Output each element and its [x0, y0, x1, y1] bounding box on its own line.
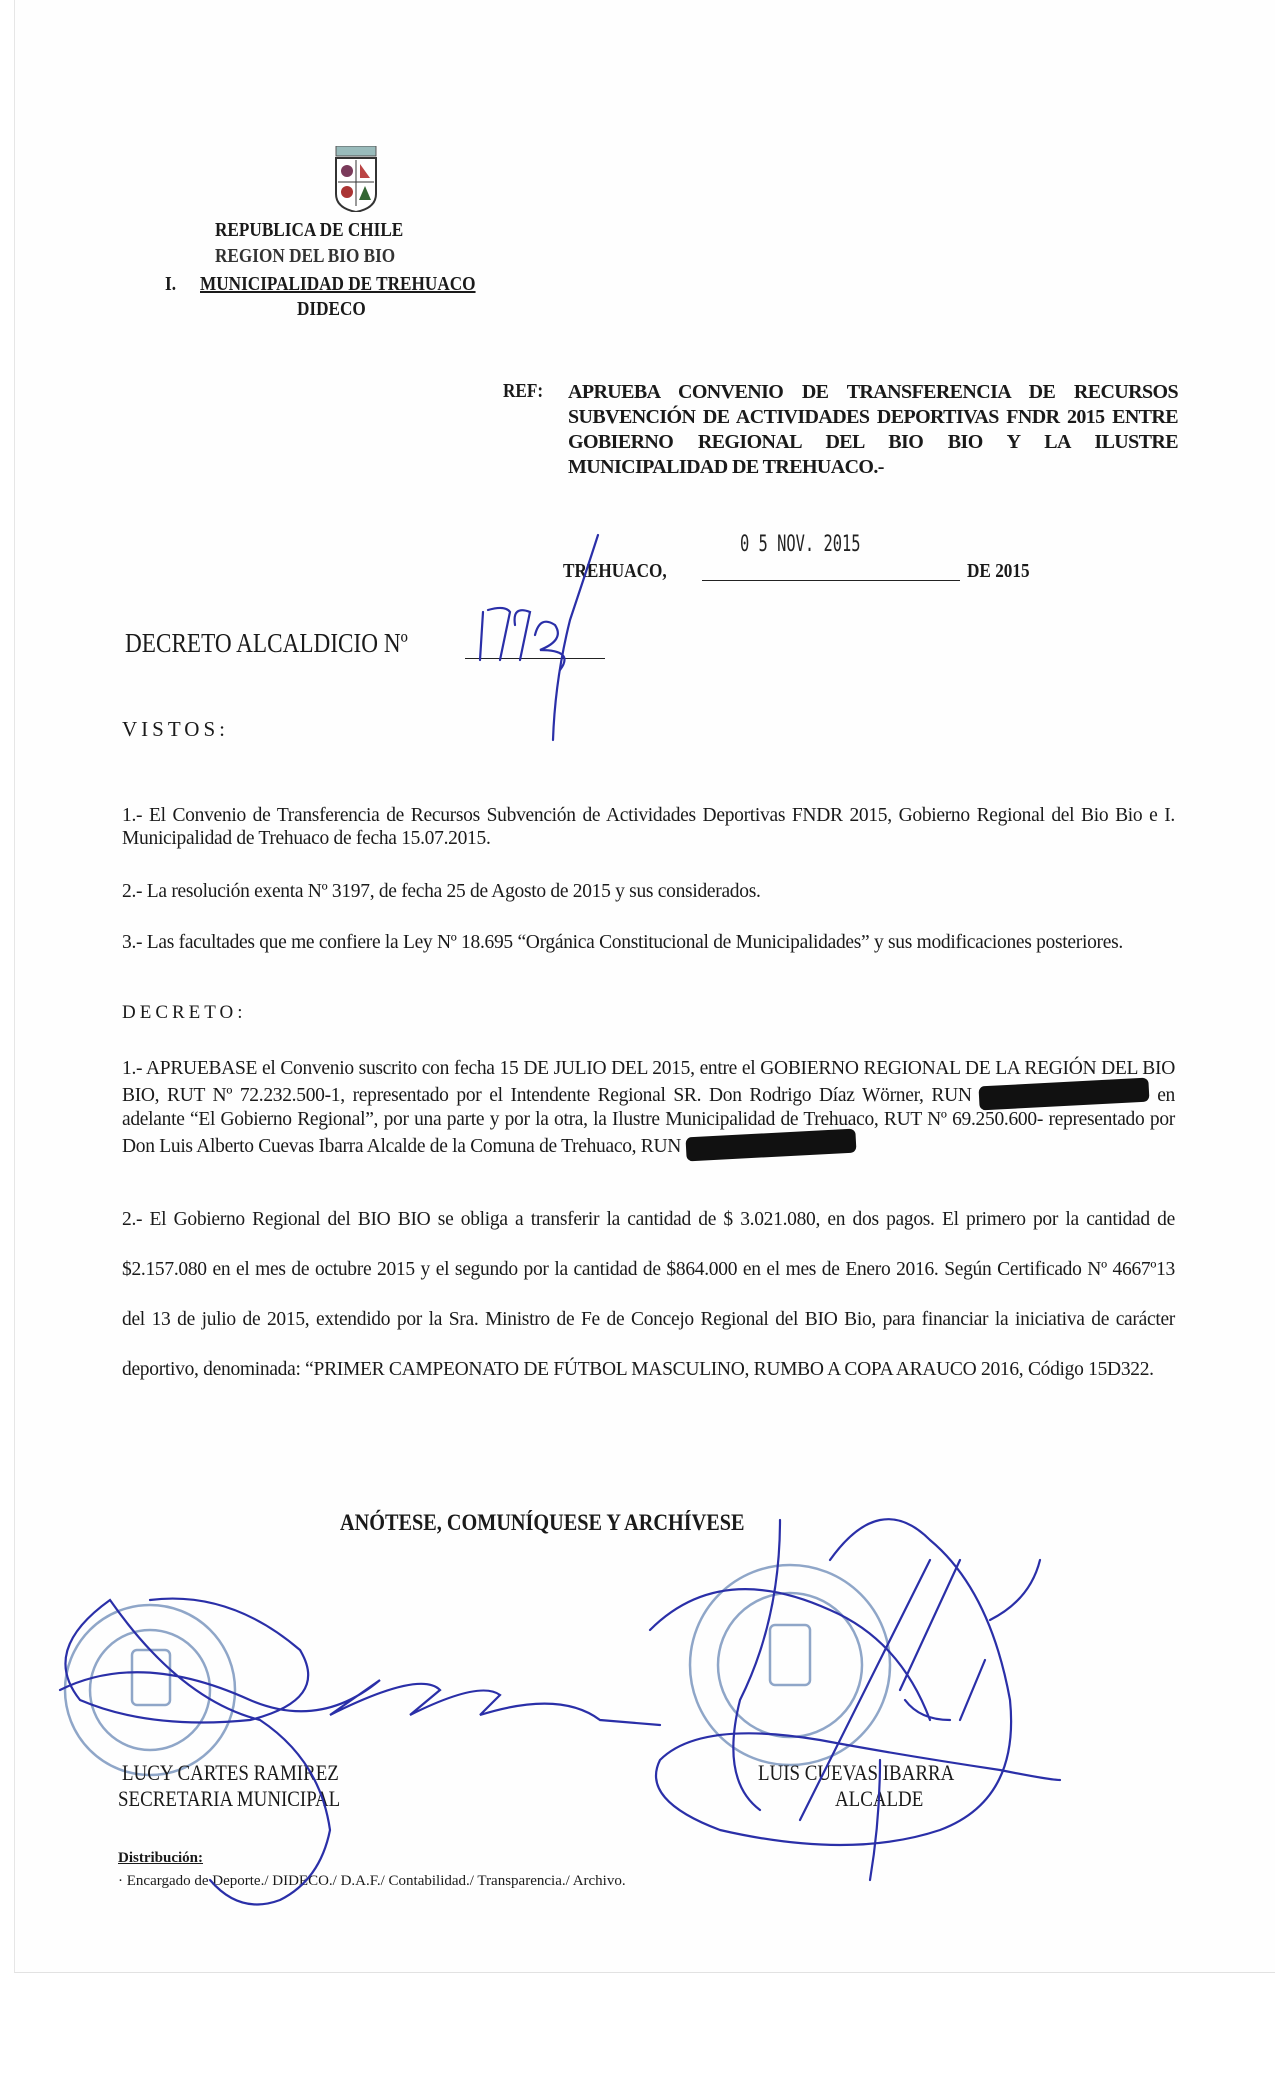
- decree-label: DECRETO ALCALDICIO Nº: [125, 628, 408, 658]
- date-stamp: 0 5 NOV. 2015: [740, 532, 861, 557]
- signer-1-title: SECRETARIA MUNICIPAL: [118, 1786, 341, 1811]
- date-place: TREHUACO,: [563, 560, 667, 582]
- closing-formula: ANÓTESE, COMUNÍQUESE Y ARCHÍVESE: [340, 1510, 745, 1535]
- decreto-heading: DECRETO:: [122, 1002, 247, 1023]
- ref-text: APRUEBA CONVENIO DE TRANSFERENCIA DE RECURSOS SUBVENCIÓN DE ACTIVIDADES DEPORTIVAS FNDR 2015 ENTRE GOBIERNO REGIONAL DEL BIO BIO Y LA ILUSTRE MUNICIPALIDAD DE TREHUACO.-: [568, 381, 1178, 478]
- header-region: REGION DEL BIO BIO: [215, 245, 396, 267]
- header-prefix: I.: [165, 273, 177, 295]
- signer-1-name: LUCY CARTES RAMIREZ: [122, 1760, 339, 1785]
- header-republica: REPUBLICA DE CHILE: [215, 219, 404, 241]
- header-dideco: DIDECO: [297, 298, 366, 320]
- distribution-list: · Encargado de Deporte./ DIDECO./ D.A.F./ Contabilidad./ Transparencia./ Archivo.: [118, 1873, 626, 1889]
- vistos-heading: VISTOS:: [122, 717, 229, 741]
- vistos-item-3: 3.- Las facultades que me confiere la Ley Nº 18.695 “Orgánica Constitucional de Municipalidades” y sus modificaciones posteriores.: [122, 932, 1123, 953]
- signer-2-name: LUIS CUEVAS IBARRA: [758, 1760, 955, 1785]
- signer-2-title: ALCALDE: [835, 1786, 924, 1811]
- decree-number-line: [465, 658, 605, 659]
- redaction-block: [979, 1077, 1150, 1110]
- vistos-item-1: 1.- El Convenio de Transferencia de Recursos Subvención de Actividades Deportivas FNDR 2015, Gobierno Regional del Bio Bio e I. Municipalidad de Trehuaco de fecha 15.07.2015.: [122, 805, 1175, 849]
- vistos-item-2: 2.- La resolución exenta Nº 3197, de fecha 25 de Agosto de 2015 y sus considerados.: [122, 881, 761, 902]
- coat-of-arms-icon: [330, 146, 382, 212]
- date-suffix: DE 2015: [967, 560, 1030, 582]
- date-line: [702, 580, 960, 581]
- ref-label: REF:: [503, 380, 544, 402]
- header-municipalidad: MUNICIPALIDAD DE TREHUACO: [200, 273, 476, 295]
- distribution-heading: Distribución:: [118, 1850, 204, 1866]
- redaction-block: [685, 1128, 856, 1161]
- decreto-item-1: 1.- APRUEBASE el Convenio suscrito con fecha 15 DE JULIO DEL 2015, entre el GOBIERNO REGIONAL DE LA REGIÓN DEL BIO BIO, RUT Nº 72.232.500-1, representado por el Intendente Regional SR. Don Rodrigo Díaz Wörner, RUN en adelante “El Gobierno Regional”, por una parte y por la otra, la Ilustre Municipalidad de Trehuaco, RUT Nº 69.250.600- representado por Don Luis Alberto Cuevas Ibarra Alcalde de la Comuna de Trehuaco, RUN: [122, 1057, 1175, 1159]
- decreto-item-2: 2.- El Gobierno Regional del BIO BIO se obliga a transferir la cantidad de $ 3.021.080, en dos pagos. El primero por la cantidad de $2.157.080 en el mes de octubre 2015 y el segundo por la cantidad de $864.000 en el mes de Enero 2016. Según Certificado Nº 4667º13 del 13 de julio de 2015, extendido por la Sra. Ministro de Fe de Concejo Regional del BIO Bio, para financiar la iniciativa de carácter deportivo, denominada: “PRIMER CAMPEONATO DE FÚTBOL MASCULINO, RUMBO A COPA ARAUCO 2016, Código 15D322.: [122, 1209, 1175, 1380]
